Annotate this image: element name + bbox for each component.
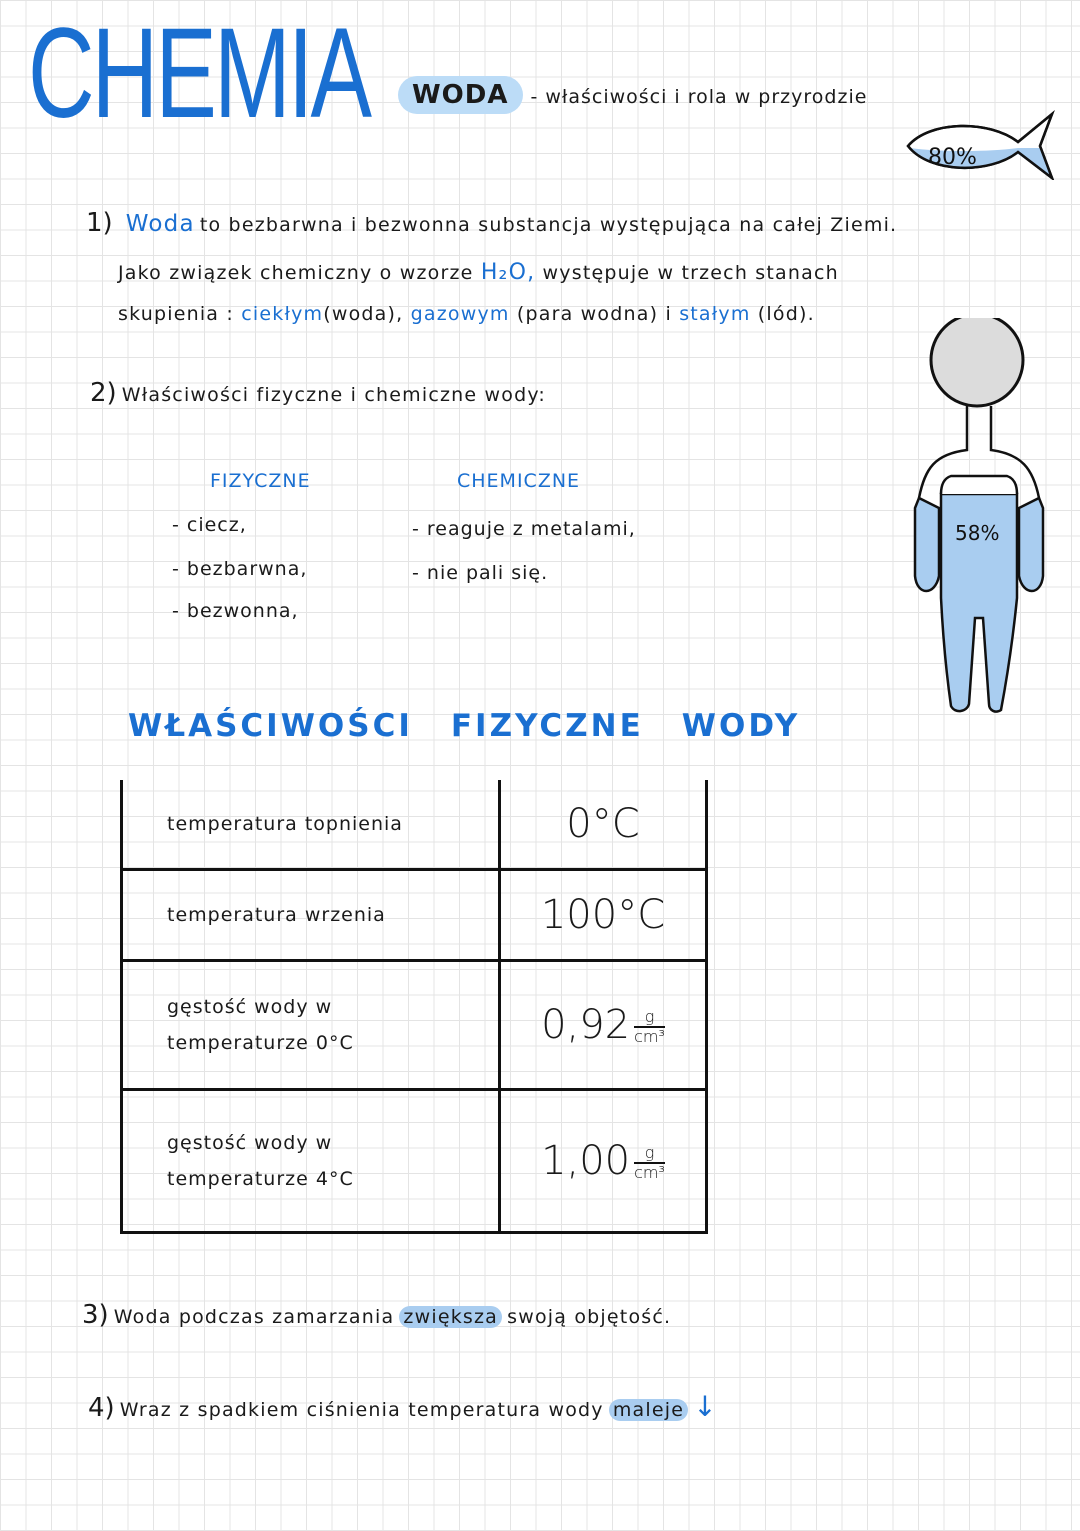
topic-heading (398, 76, 867, 114)
paragraph-1-line-2: Jako związek chemiczny o wzorze H₂O, występuje w trzech stanach (118, 260, 839, 285)
highlight: zwiększa (399, 1306, 502, 1328)
table-label: temperatura wrzenia (122, 870, 500, 961)
paragraph-1-line-1: 1) Woda to bezbarwna i bezwonna substancja występująca na całej Ziemi. (86, 208, 898, 238)
chemical-header: CHEMICZNE (457, 470, 581, 492)
table-label: gęstość wody w temperaturze 4°C (122, 1090, 500, 1233)
fish-illustration (900, 108, 1060, 180)
table-row (122, 780, 707, 870)
human-percent: 58% (955, 521, 1000, 545)
highlight: maleje (609, 1399, 688, 1421)
table-value: 0°C (500, 780, 707, 870)
table-label: temperatura topnienia (122, 780, 500, 870)
list-item: - reaguje z metalami, (412, 518, 636, 540)
table-value: 100°C (500, 870, 707, 961)
table-row (122, 961, 707, 1090)
table-row (122, 1090, 707, 1233)
density-unit: $\frac{g}{\text{cm³}}$ (634, 1007, 665, 1046)
down-arrow-icon: ↓ (693, 1390, 717, 1423)
table-value: 1,00 $\frac{g}{\text{cm³}}$ (500, 1090, 707, 1233)
topic-word: WODA (398, 76, 523, 114)
properties-table (120, 780, 708, 1234)
physical-header: FIZYCZNE (210, 470, 311, 492)
table-row (122, 870, 707, 961)
list-item: - bezwonna, (172, 600, 299, 622)
table-label: gęstość wody w temperaturze 0°C (122, 961, 500, 1090)
list-item: - nie pali się. (412, 562, 549, 584)
section-title: WŁAŚCIWOŚCI FIZYCZNE WODY (128, 708, 801, 744)
list-item: - ciecz, (172, 514, 247, 536)
human-illustration (905, 318, 1055, 718)
paragraph-1-line-3: skupienia : ciekłym(woda), gazowym (para wodna) i stałym (lód). (118, 303, 815, 325)
table-value: 0,92 $\frac{g}{\text{cm³}}$ (500, 961, 707, 1090)
fish-percent: 80% (928, 145, 977, 170)
density-unit: $\frac{g}{\text{cm³}}$ (634, 1143, 665, 1182)
topic-subtitle: - właściwości i rola w przyrodzie (530, 86, 868, 108)
paragraph-4: 4) Wraz z spadkiem ciśnienia temperatura wody maleje ↓ (88, 1390, 717, 1423)
paragraph-3: 3) Woda podczas zamarzania zwiększa swoją objętość. (82, 1300, 672, 1330)
paragraph-2: 2) Właściwości fizyczne i chemiczne wody: (90, 378, 546, 408)
list-item: - bezbarwna, (172, 558, 308, 580)
page-title: CHEMIA (28, 2, 370, 145)
